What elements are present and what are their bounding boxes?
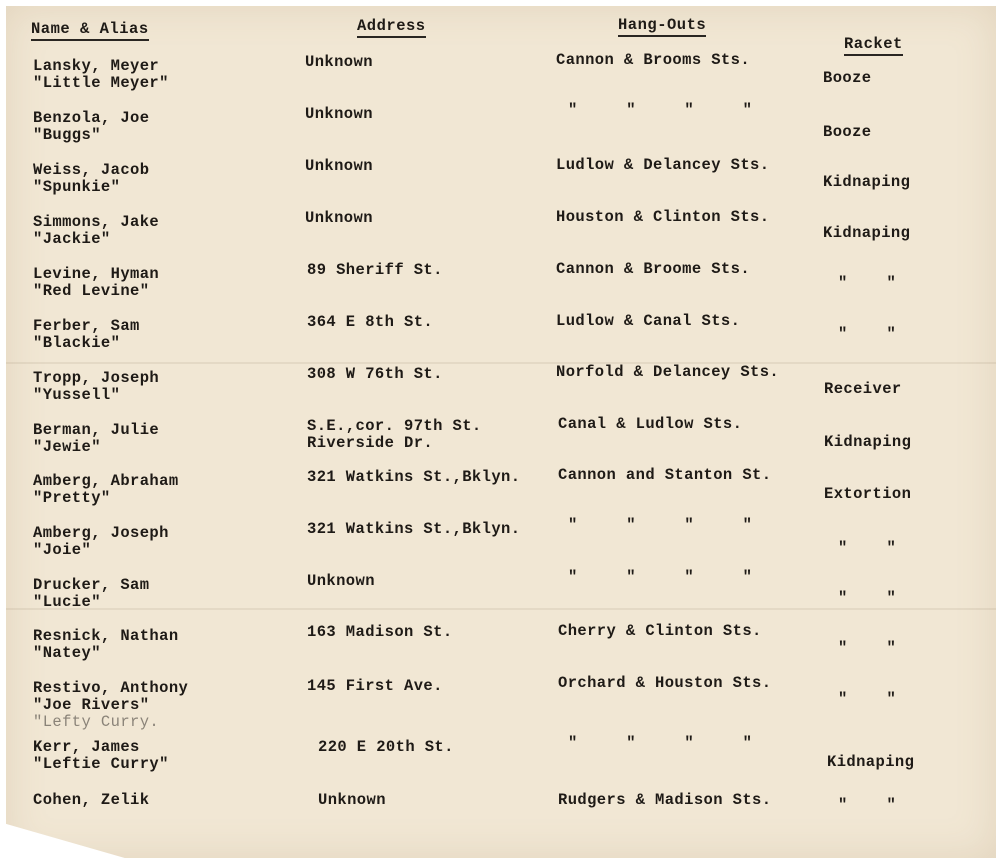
row-name: Amberg, Abraham [33, 472, 179, 490]
row-name: Lansky, Meyer [33, 57, 160, 75]
row-name: Amberg, Joseph [33, 524, 169, 542]
row-name: Benzola, Joe [33, 109, 150, 127]
row-racket: " " [838, 796, 897, 814]
row-name: Ferber, Sam [33, 317, 140, 335]
row-racket: Booze [823, 123, 872, 141]
row-hangout: Cannon & Brooms Sts. [556, 51, 751, 69]
row-name: Restivo, Anthony [33, 679, 189, 697]
row-racket: " " [838, 274, 897, 292]
row-address: 308 W 76th St. [307, 365, 443, 383]
row-address: Unknown [307, 572, 375, 590]
row-racket: Kidnaping [823, 224, 911, 242]
row-address: 89 Sheriff St. [307, 261, 443, 279]
row-name: Tropp, Joseph [33, 369, 160, 387]
row-hangout: " " " " [568, 734, 753, 752]
row-hangout: " " " " [568, 568, 753, 586]
row-name: Cohen, Zelik [33, 791, 150, 809]
row-address: Unknown [318, 791, 386, 809]
paper-fold [6, 608, 996, 610]
row-name: Drucker, Sam [33, 576, 150, 594]
row-hangout: Orchard & Houston Sts. [558, 674, 772, 692]
header-racket: Racket [844, 35, 903, 56]
paper-fold [6, 362, 996, 364]
row-address: Unknown [305, 53, 373, 71]
row-alias: "Pretty" [33, 489, 111, 507]
row-address: Unknown [305, 105, 373, 123]
row-racket: Kidnaping [824, 433, 912, 451]
row-hangout: Rudgers & Madison Sts. [558, 791, 772, 809]
row-racket: Booze [823, 69, 872, 87]
row-alias: "Joie" [33, 541, 92, 559]
row-name: Simmons, Jake [33, 213, 160, 231]
row-alias: "Blackie" [33, 334, 121, 352]
row-alias: "Jackie" [33, 230, 111, 248]
row-racket: " " [838, 589, 897, 607]
row-racket: Extortion [824, 485, 912, 503]
row-hangout: " " " " [568, 516, 753, 534]
row-racket: Receiver [824, 380, 902, 398]
row-racket: Kidnaping [823, 173, 911, 191]
row-hangout: Cannon and Stanton St. [558, 466, 772, 484]
row-hangout: " " " " [568, 101, 753, 119]
row-racket: " " [838, 539, 897, 557]
row-hangout: Cherry & Clinton Sts. [558, 622, 762, 640]
header-hangouts: Hang-Outs [618, 16, 706, 37]
row-alias: "Buggs" [33, 126, 101, 144]
header-name-alias: Name & Alias [31, 20, 149, 41]
row-hangout: Norfold & Delancey Sts. [556, 363, 780, 381]
row-alias: "Jewie" [33, 438, 101, 456]
row-alias-struck: "Lefty Curry. [33, 713, 160, 731]
row-hangout: Ludlow & Canal Sts. [556, 312, 741, 330]
row-address: S.E.,cor. 97th St. [307, 417, 482, 435]
row-alias: "Yussell" [33, 386, 121, 404]
row-alias: "Spunkie" [33, 178, 121, 196]
row-racket: " " [838, 639, 897, 657]
row-alias: "Lucie" [33, 593, 101, 611]
row-name: Levine, Hyman [33, 265, 160, 283]
row-address: 321 Watkins St.,Bklyn. [307, 520, 521, 538]
header-address: Address [357, 17, 426, 38]
row-name: Resnick, Nathan [33, 627, 179, 645]
row-hangout: Canal & Ludlow Sts. [558, 415, 743, 433]
row-name: Kerr, James [33, 738, 140, 756]
row-address: 145 First Ave. [307, 677, 443, 695]
row-address: 163 Madison St. [307, 623, 453, 641]
row-address: Unknown [305, 209, 373, 227]
row-racket: " " [838, 325, 897, 343]
row-address: Unknown [305, 157, 373, 175]
row-name: Berman, Julie [33, 421, 160, 439]
row-racket: Kidnaping [827, 753, 915, 771]
row-alias: "Red Levine" [33, 282, 150, 300]
row-racket: " " [838, 690, 897, 708]
row-alias: "Little Meyer" [33, 74, 169, 92]
row-alias: "Joe Rivers" [33, 696, 150, 714]
row-hangout: Cannon & Broome Sts. [556, 260, 751, 278]
row-address: 364 E 8th St. [307, 313, 434, 331]
row-name: Weiss, Jacob [33, 161, 150, 179]
row-alias: "Natey" [33, 644, 101, 662]
row-hangout: Houston & Clinton Sts. [556, 208, 770, 226]
row-address: 321 Watkins St.,Bklyn. [307, 468, 521, 486]
row-hangout: Ludlow & Delancey Sts. [556, 156, 770, 174]
row-address-line2: Riverside Dr. [307, 434, 434, 452]
row-alias: "Leftie Curry" [33, 755, 169, 773]
row-address: 220 E 20th St. [318, 738, 454, 756]
